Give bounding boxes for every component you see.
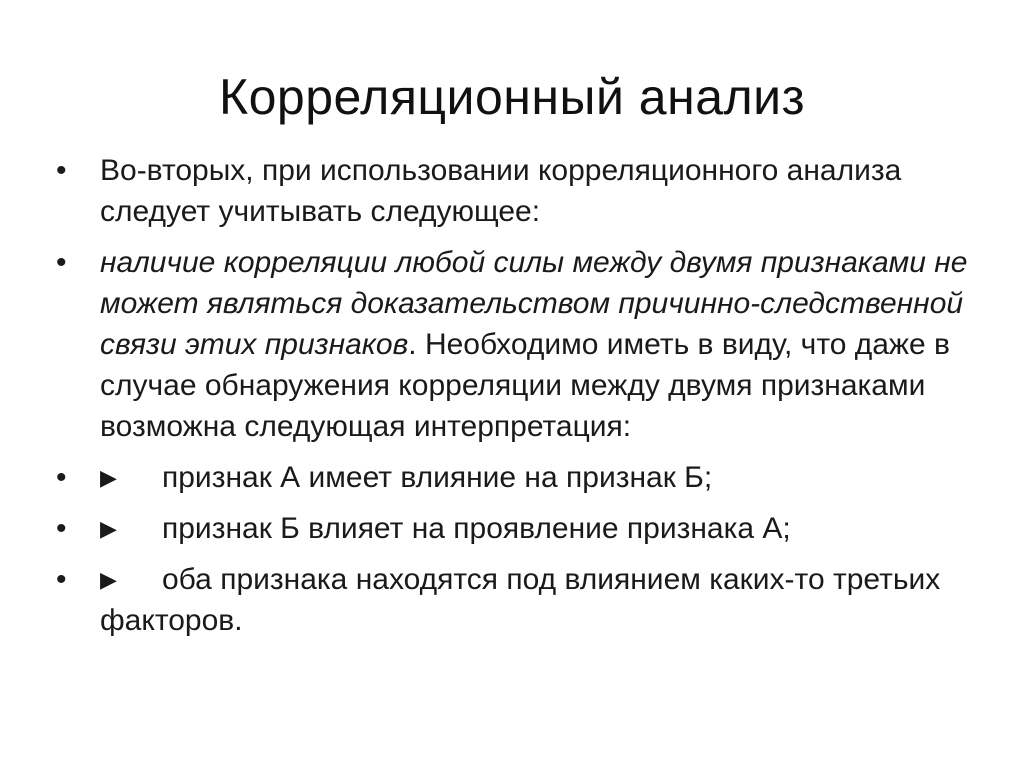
play-arrow-icon: ▶ [100,516,117,541]
bullet-list [56,150,986,651]
bullet-item [56,242,986,447]
bullet-text: оба признака находятся под влиянием каких-то третьих факторов. [100,563,941,637]
bullet-item [56,150,986,232]
play-arrow-icon: ▶ [100,567,117,592]
bullet-item [56,559,986,641]
bullet-marker: • [56,461,67,494]
bullet-emphasis-text: наличие корреляции любой силы между двумя признаками не может являться доказательством причинно-следственной связи этих признаков [100,246,968,361]
bullet-marker: • [56,512,67,545]
bullet-text: . Необходимо иметь в виду, что даже в случае обнаружения корреляции между двумя признаками возможна следующая интерпретация: [100,328,950,443]
bullet-marker: • [56,246,67,279]
bullet-item [56,508,986,549]
bullet-text: признак Б влияет на проявление признака А; [162,512,791,545]
bullet-text: признак А имеет влияние на признак Б; [162,461,713,494]
slide-title: Корреляционный анализ [218,69,806,125]
bullet-text: Во-вторых, при использовании корреляционного анализа следует учитывать следующее: [100,154,902,228]
play-arrow-icon: ▶ [100,465,117,490]
bullet-marker: • [56,563,67,596]
bullet-item [56,457,986,498]
bullet-marker: • [56,154,67,187]
